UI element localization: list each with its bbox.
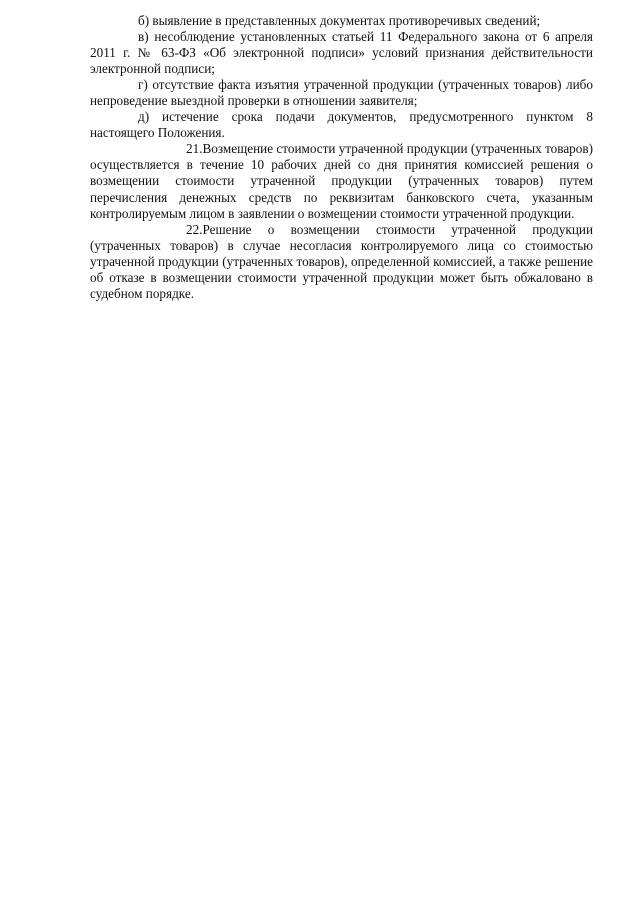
document-body: [90, 13, 593, 302]
paragraph-text: в) несоблюдение установленных статьей 11 Федерального закона от 6 апреля 2011 г. № 63-ФЗ «Об электронной подписи» условий признания действительности электронной подписи;: [90, 29, 593, 77]
paragraph-item-v: [90, 29, 593, 77]
paragraph-number: 21.: [186, 141, 203, 157]
paragraph-21: [90, 141, 593, 221]
paragraph-item-d: [90, 109, 593, 141]
paragraph-text: д) истечение срока подачи документов, предусмотренного пунктом 8 настоящего Положения.: [90, 109, 593, 141]
paragraph-item-g: [90, 77, 593, 109]
paragraph-22: [90, 222, 593, 302]
paragraph-text: Возмещение стоимости утраченной продукции (утраченных товаров) осуществляется в течение 10 рабочих дней со дня принятия комиссией решения о возмещении стоимости утраченной продукции (утраченных товаров) путем перечисления денежных средств по реквизитам банковского счета, указанным контролируемым лицом в заявлении о возмещении стоимости утраченной продукции.: [90, 141, 593, 221]
paragraph-text: Решение о возмещении стоимости утраченной продукции (утраченных товаров) в случае несогласия контролируемого лица со стоимостью утраченной продукции (утраченных товаров), определенной комиссией, а также решение об отказе в возмещении стоимости утраченной продукции может быть обжаловано в судебном порядке.: [90, 221, 593, 301]
paragraph-text: б) выявление в представленных документах противоречивых сведений;: [138, 13, 541, 28]
paragraph-item-b: [90, 13, 593, 29]
paragraph-text: г) отсутствие факта изъятия утраченной продукции (утраченных товаров) либо непроведение выездной проверки в отношении заявителя;: [90, 77, 593, 109]
paragraph-number: 22.: [186, 221, 203, 237]
